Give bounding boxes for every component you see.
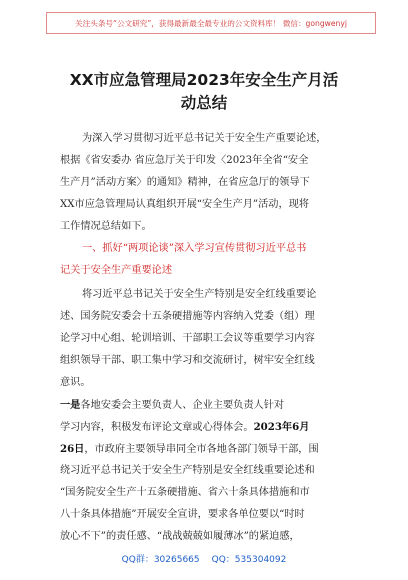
date-emphasis: 2023年6月 (253, 421, 310, 433)
promo-banner (46, 12, 376, 34)
intro-line: 根据《省安委办 省应急厅关于印发〈2023年全省“安全 (60, 155, 309, 166)
intro-line: 为深入学习贯彻习近平总书记关于安全生产重要论述， (82, 133, 327, 144)
promo-banner-text: 关注头条号“公文研究”，获得最新最全最专业的公文资料库！ 微信：gongwenyj (75, 18, 347, 28)
paragraph-line (60, 442, 358, 457)
paragraph-line: 论学习中心组、轮训培训、干部职工会议等重要学习内容 (60, 333, 315, 344)
footer-qq-group: QQ群：30265665 (121, 555, 200, 565)
document-title-line-2: 动总结 (180, 94, 228, 112)
intro-line: 工作情况总结如下。 (60, 221, 152, 232)
document-title-line-1: XX市应急管理局2023年安全生产月活 (69, 71, 339, 89)
paragraph-line: 述、国务院安委会十五条硬措施等内容纳入党委（组）理 (60, 311, 315, 322)
paragraph-line: 绕习近平总书记关于安全生产特别是安全红线重要论述和 (60, 465, 315, 476)
intro-line: XX市应急管理局认真组织开展“安全生产月”活动，现将 (60, 199, 310, 210)
paragraph-line (60, 420, 358, 435)
footer-contact (0, 552, 408, 565)
paragraph-line (60, 376, 358, 390)
date-emphasis: 26日 (60, 443, 85, 455)
paragraph-line: “国务院安全生产十五条硬措施、省六十条具体措施和市 (60, 487, 310, 498)
paragraph-line (60, 398, 358, 413)
footer-qq: QQ：535304092 (211, 555, 287, 565)
paragraph-line: 放心不下”的责任感、“战战兢兢如履薄冰”的紧迫感， (60, 531, 300, 542)
enumeration-marker: 一是 (60, 399, 81, 411)
section-heading-line: 一、抓好“两项论谈”深入学习宣传贯彻习近平总书 (82, 243, 307, 254)
paragraph-text: 学习内容，积极发布评论文章或心得体会。 (60, 422, 254, 433)
paragraph-text: ，市政府主要领导串同全市各地各部门领导干部，围 (84, 444, 319, 455)
paragraph-text: 各地安委会主要负责人、企业主要负责人针对 (80, 400, 285, 411)
paragraph-line: 组织领导干部、职工集中学习和交流研讨，树牢安全红线 (60, 355, 315, 366)
paragraph-text: 意识。 (60, 377, 91, 388)
paragraph-line: 将习近平总书记关于安全生产特别是安全红线重要论 (82, 289, 317, 300)
section-heading-line: 记关于安全生产重要论述 (60, 265, 173, 276)
paragraph-line: 八十条具体措施”开展安全宣讲，要求各单位要以“时时 (60, 509, 305, 520)
intro-line: 生产月”活动方案〉的通知》精神，在省应急厅的领导下 (60, 177, 310, 188)
